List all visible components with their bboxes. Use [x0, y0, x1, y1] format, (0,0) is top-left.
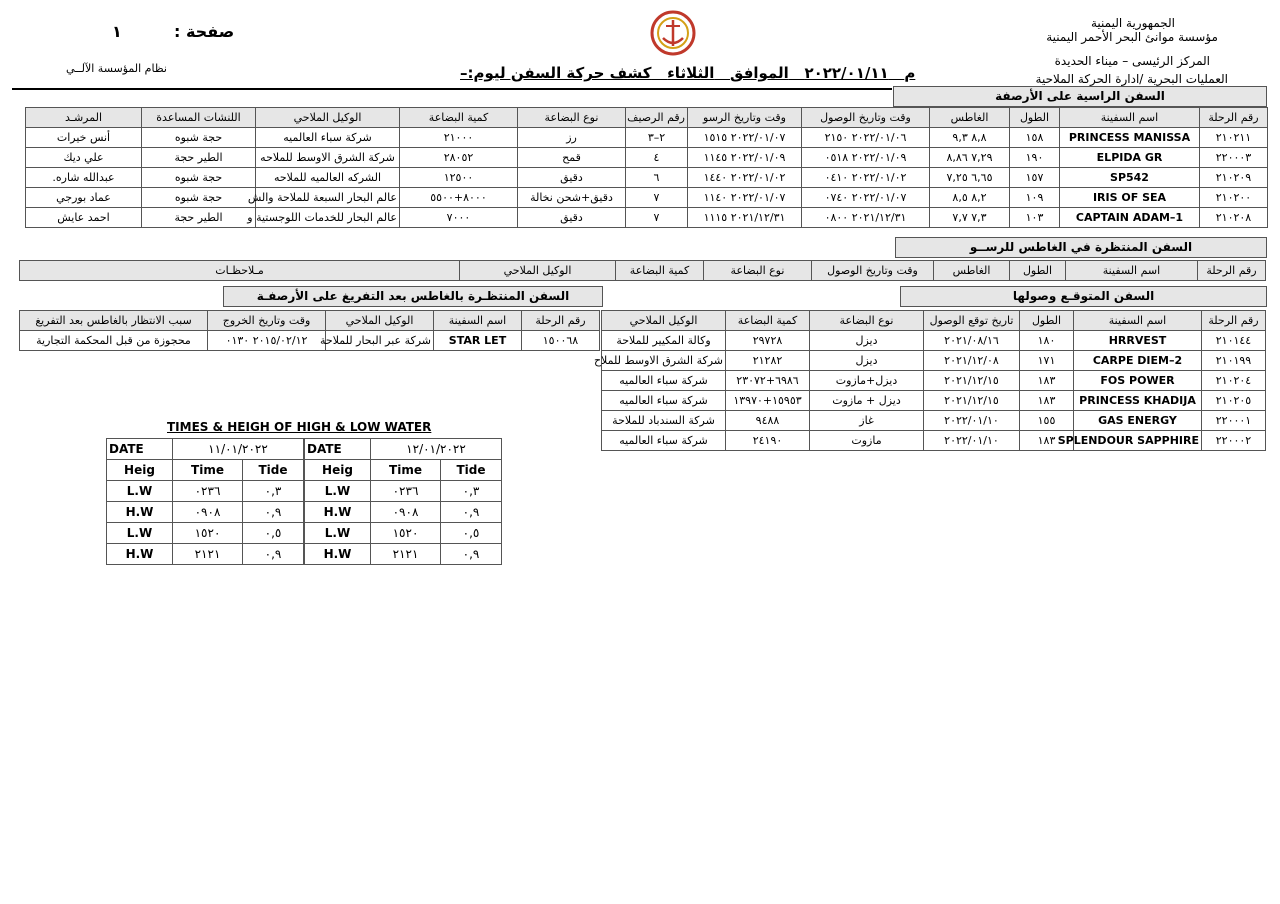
- table-cell: ١٨٣: [1020, 431, 1074, 451]
- header-department: العمليات البحرية /ادارة الحركة الملاحية: [1035, 72, 1228, 86]
- tide-header-row: [305, 460, 502, 481]
- table-cell: ٨,٨ ٩,٣: [930, 128, 1010, 148]
- title-suffix: م: [904, 64, 916, 82]
- column-header: الطول: [1010, 108, 1060, 128]
- expected-section-title: السفن المتوقـع وصولها: [900, 286, 1267, 307]
- table-cell: مازوت: [810, 431, 924, 451]
- table-cell: ٦٩٨٦+٢٣٠٧٢: [726, 371, 810, 391]
- column-header: رقم الرحلة: [522, 311, 600, 331]
- tide-cell: ٠,٣: [243, 481, 304, 502]
- table-cell: شركة السندباد للملاحة: [602, 411, 726, 431]
- tide-cell: L.W: [305, 481, 371, 502]
- column-header: الغاطس: [930, 108, 1010, 128]
- table-cell: ٢٠٢٢/٠١/٠٩ ١١٤٥: [688, 148, 802, 168]
- table-cell: ٢١٠٢٠٨: [1200, 208, 1268, 228]
- ship-name-cell: PRINCESS KHADIJA: [1074, 391, 1202, 411]
- table-cell: شركة سباء العالميه: [256, 128, 400, 148]
- column-header: كمية البضاعة: [726, 311, 810, 331]
- table-cell: ٢٨٠٥٢: [400, 148, 518, 168]
- table-cell: قمح: [518, 148, 626, 168]
- column-header: الوكيل الملاحي: [602, 311, 726, 331]
- table-cell: حجة شبوه: [142, 168, 256, 188]
- table-cell: ٢٠٢٢/٠١/٠٧ ١١٤٠: [688, 188, 802, 208]
- table-row: [107, 544, 304, 565]
- table-cell: الطير حجة: [142, 208, 256, 228]
- table-cell: شركة سباء العالميه: [602, 391, 726, 411]
- column-header: سبب الانتظار بالغاطس بعد التفريغ: [20, 311, 208, 331]
- table-cell: دقيق: [518, 208, 626, 228]
- ship-name-cell: IRIS OF SEA: [1060, 188, 1200, 208]
- table-cell: حجة شبوه: [142, 128, 256, 148]
- ship-name-cell: GAS ENERGY: [1074, 411, 1202, 431]
- table-cell: دقيق+شحن نخالة: [518, 188, 626, 208]
- tide-cell: H.W: [107, 544, 173, 565]
- column-header: اسم السفينة: [1060, 108, 1200, 128]
- berthed-header-row: [26, 108, 1268, 128]
- tide-cell: ٠,٥: [243, 523, 304, 544]
- table-cell: ٢٢٠٠٠١: [1202, 411, 1266, 431]
- tide-cell: ٠,٩: [243, 544, 304, 565]
- table-row: [602, 411, 1266, 431]
- table-cell: حجة شبوه: [142, 188, 256, 208]
- table-row: [602, 431, 1266, 451]
- column-header: رقم الرصيف: [626, 108, 688, 128]
- table-row: [26, 148, 1268, 168]
- column-header: رقم الرحلة: [1200, 108, 1268, 128]
- column-header: الوكيل الملاحي: [460, 261, 616, 281]
- table-cell: شركة سباء العالميه: [602, 431, 726, 451]
- table-row: [602, 391, 1266, 411]
- table-cell: ٢٠٢٢/٠١/٠٧ ٠٧٤٠: [802, 188, 930, 208]
- table-row: [305, 523, 502, 544]
- header-corporation: مؤسسة موانئ البحر الأحمر اليمنية: [1046, 30, 1218, 44]
- table-cell: وكالة المكيير للملاحة: [602, 331, 726, 351]
- tide-cell: ٢١٢١: [173, 544, 243, 565]
- table-cell: محجوزة من قبل المحكمة التجارية: [20, 331, 208, 351]
- tide-cell: ٠,٩: [243, 502, 304, 523]
- table-row: [602, 371, 1266, 391]
- table-cell: ٢٠٢٢/٠١/٠٧ ١٥١٥: [688, 128, 802, 148]
- column-header: وقت وتاريخ الوصول: [812, 261, 934, 281]
- title-corr: الموافق: [730, 64, 789, 82]
- table-cell: ٢١٠٢٠٥: [1202, 391, 1266, 411]
- column-header: نوع البضاعة: [518, 108, 626, 128]
- waiting-header-row: [20, 311, 600, 331]
- ship-name-cell: CAPTAIN ADAM–1: [1060, 208, 1200, 228]
- table-cell: عالم البحار للخدمات اللوجستية و: [256, 208, 400, 228]
- table-cell: ٢٠٢٢/٠١/٠٢ ١٤٤٠: [688, 168, 802, 188]
- column-header: كمية البضاعة: [616, 261, 704, 281]
- table-cell: ١٥٥: [1020, 411, 1074, 431]
- table-cell: ٧,٣ ٧,٧: [930, 208, 1010, 228]
- table-cell: أنس خيرات: [26, 128, 142, 148]
- table-cell: احمد عايش: [26, 208, 142, 228]
- table-cell: ١٥٩٥٣+١٣٩٧٠: [726, 391, 810, 411]
- table-cell: ٢٠٢١/١٢/٣١ ١١١٥: [688, 208, 802, 228]
- table-cell: ١٨٠: [1020, 331, 1074, 351]
- table-cell: ١٠٩: [1010, 188, 1060, 208]
- table-cell: ٢٠٢١/١٢/٠٨: [924, 351, 1020, 371]
- column-header: Tide: [243, 460, 304, 481]
- title-day: الثلاثاء: [667, 64, 715, 82]
- table-cell: ٢٠٢٢/٠١/١٠: [924, 431, 1020, 451]
- column-header: الغاطس: [934, 261, 1010, 281]
- table-cell: ١٥٨: [1010, 128, 1060, 148]
- column-header: رقم الرحلة: [1202, 311, 1266, 331]
- tide-cell: ٠٩٠٨: [173, 502, 243, 523]
- expected-table: [593, 310, 1266, 451]
- column-header: الطول: [1010, 261, 1066, 281]
- title-date: ٢٠٢٢/٠١/١١: [804, 64, 889, 82]
- anchorage-table: [19, 260, 1266, 281]
- tide-cell: ٠٩٠٨: [371, 502, 441, 523]
- table-cell: ٢١٠١٩٩: [1202, 351, 1266, 371]
- table-cell: ٢٤١٩٠: [726, 431, 810, 451]
- table-cell: دقيق: [518, 168, 626, 188]
- table-cell: ٢٠٢١/٠٨/١٦: [924, 331, 1020, 351]
- table-row: [107, 502, 304, 523]
- waiting-section-title: السفن المنتظـرة بالغاطس بعد التفريغ على الأرصفـة: [223, 286, 603, 307]
- table-cell: ٢٠١٥/٠٢/١٢ ٠١٣٠: [208, 331, 326, 351]
- table-row: [26, 188, 1268, 208]
- table-cell: ٢–٣: [626, 128, 688, 148]
- table-cell: ١٢٥٠٠: [400, 168, 518, 188]
- table-cell: عبدالله شاره.: [26, 168, 142, 188]
- tide-cell: L.W: [107, 481, 173, 502]
- table-cell: ديزل: [810, 331, 924, 351]
- table-cell: شركة سباء العالميه: [602, 371, 726, 391]
- tide-cell: ٠٢٣٦: [371, 481, 441, 502]
- system-label: نظام المؤسسة الآلــي: [66, 62, 167, 75]
- page-title: [460, 64, 915, 82]
- tide-cell: ٢١٢١: [371, 544, 441, 565]
- tide-cell: ٠,٩: [441, 544, 502, 565]
- column-header: اسم السفينة: [434, 311, 522, 331]
- table-cell: ٢١٠٢٠٠: [1200, 188, 1268, 208]
- tide-date-label: DATE: [305, 439, 371, 460]
- column-header: الطول: [1020, 311, 1074, 331]
- table-cell: ٨٠٠٠+٥٥٠٠: [400, 188, 518, 208]
- table-cell: ٢٠٢٢/٠١/٠٩ ٠٥١٨: [802, 148, 930, 168]
- table-row: [602, 331, 1266, 351]
- tide-cell: ٠٢٣٦: [173, 481, 243, 502]
- table-cell: ٢١٠٠٠: [400, 128, 518, 148]
- berthed-table: [25, 107, 1268, 228]
- tide-date-value: ١٢/٠١/٢٠٢٢: [371, 439, 502, 460]
- column-header: اسم السفينة: [1074, 311, 1202, 331]
- table-cell: شركة الشرق الاوسط للملاح: [602, 351, 726, 371]
- table-cell: ٢١٠١٤٤: [1202, 331, 1266, 351]
- table-cell: ٢٢٠٠٠٢: [1202, 431, 1266, 451]
- table-cell: ٢٠٢١/١٢/١٥: [924, 391, 1020, 411]
- table-cell: ١٩٠: [1010, 148, 1060, 168]
- tide-cell: ٠,٣: [441, 481, 502, 502]
- title-main: كشف حركة السفن ليوم:–: [460, 64, 652, 82]
- table-cell: ١٨٣: [1020, 371, 1074, 391]
- table-cell: شركة الشرق الاوسط للملاحه: [256, 148, 400, 168]
- tide-table-1: [106, 438, 304, 565]
- column-header: اسم السفينة: [1066, 261, 1198, 281]
- page-number: ١: [112, 22, 122, 41]
- table-cell: ٢٩٧٢٨: [726, 331, 810, 351]
- column-header: وقت وتاريخ الرسو: [688, 108, 802, 128]
- ship-name-cell: CARPE DIEM–2: [1074, 351, 1202, 371]
- table-row: [26, 208, 1268, 228]
- table-cell: ٢٠٢٢/٠١/٠٦ ٢١٥٠: [802, 128, 930, 148]
- table-row: [602, 351, 1266, 371]
- column-header: نوع البضاعة: [810, 311, 924, 331]
- tide-date-label: DATE: [107, 439, 173, 460]
- table-cell: ديزل + مازوت: [810, 391, 924, 411]
- table-cell: ٦,٦٥ ٧,٢٥: [930, 168, 1010, 188]
- column-header: Time: [173, 460, 243, 481]
- column-header: الوكيل الملاحي: [326, 311, 434, 331]
- table-cell: ٧,٢٩ ٨,٨٦: [930, 148, 1010, 168]
- table-row: [107, 523, 304, 544]
- page-label: صفحة :: [174, 22, 235, 41]
- table-row: [305, 544, 502, 565]
- waiting-table: [19, 310, 600, 351]
- header-center: المركز الرئيسى – ميناء الحديدة: [1054, 54, 1210, 68]
- tide-cell: ١٥٢٠: [173, 523, 243, 544]
- table-cell: شركة عبر البحار للملاحة: [326, 331, 434, 351]
- tide-date-value: ١١/٠١/٢٠٢٢: [173, 439, 304, 460]
- table-row: [305, 481, 502, 502]
- table-cell: ٢٢٠٠٠٣: [1200, 148, 1268, 168]
- table-cell: غاز: [810, 411, 924, 431]
- table-cell: ١٧١: [1020, 351, 1074, 371]
- ship-name-cell: STAR LET: [434, 331, 522, 351]
- ship-name-cell: SPLENDOUR SAPPHIRE: [1074, 431, 1202, 451]
- table-cell: ٢١٠٢٠٩: [1200, 168, 1268, 188]
- table-cell: ٦: [626, 168, 688, 188]
- table-cell: الشركه العالميه للملاحه: [256, 168, 400, 188]
- anchorage-section-title: السفن المنتظرة في الغاطس للرســو: [895, 237, 1267, 258]
- berthed-section-title: السفن الراسية على الأرصفة: [893, 86, 1267, 107]
- column-header: اللنشات المساعدة: [142, 108, 256, 128]
- table-cell: ٧٠٠٠: [400, 208, 518, 228]
- table-cell: علي ديك: [26, 148, 142, 168]
- table-cell: ٩٤٨٨: [726, 411, 810, 431]
- column-header: المرشـد: [26, 108, 142, 128]
- ship-name-cell: FOS POWER: [1074, 371, 1202, 391]
- column-header: Tide: [441, 460, 502, 481]
- column-header: وقت وتاريخ الخروج: [208, 311, 326, 331]
- table-cell: ٢٠٢٢/٠١/١٠: [924, 411, 1020, 431]
- table-cell: عماد بورجي: [26, 188, 142, 208]
- tide-table-2: [304, 438, 502, 565]
- table-cell: ١٥٧: [1010, 168, 1060, 188]
- table-cell: ٢٠٢٢/٠١/٠٢ ٠٤١٠: [802, 168, 930, 188]
- tide-header-row: [107, 460, 304, 481]
- ship-name-cell: SP542: [1060, 168, 1200, 188]
- table-cell: رز: [518, 128, 626, 148]
- table-cell: ٢٠٢١/١٢/٣١ ٠٨٠٠: [802, 208, 930, 228]
- table-cell: ١٠٣: [1010, 208, 1060, 228]
- tide-date-row: [305, 439, 502, 460]
- tides-title: TIMES & HEIGH OF HIGH & LOW WATER: [167, 420, 432, 434]
- tide-cell: L.W: [107, 523, 173, 544]
- table-cell: ١٨٣: [1020, 391, 1074, 411]
- table-row: [26, 168, 1268, 188]
- column-header: الوكيل الملاحي: [256, 108, 400, 128]
- table-cell: الطير حجة: [142, 148, 256, 168]
- table-cell: ٨,٢ ٨,٥: [930, 188, 1010, 208]
- table-cell: ديزل+مازوت: [810, 371, 924, 391]
- anchor-logo-icon: [650, 10, 696, 56]
- column-header: Time: [371, 460, 441, 481]
- tide-cell: H.W: [107, 502, 173, 523]
- tide-cell: L.W: [305, 523, 371, 544]
- tide-cell: ١٥٢٠: [371, 523, 441, 544]
- table-cell: ٢١٠٢٠٤: [1202, 371, 1266, 391]
- tide-cell: ٠,٩: [441, 502, 502, 523]
- column-header: مـلاحظـات: [20, 261, 460, 281]
- table-cell: ٢١٠٢١١: [1200, 128, 1268, 148]
- column-header: وقت وتاريخ الوصول: [802, 108, 930, 128]
- table-row: [107, 481, 304, 502]
- table-cell: ٢١٢٨٢: [726, 351, 810, 371]
- table-cell: عالم البحار السبعة للملاحة والش: [256, 188, 400, 208]
- tide-date-row: [107, 439, 304, 460]
- title-rule: [12, 88, 892, 90]
- ship-name-cell: ELPIDA GR: [1060, 148, 1200, 168]
- table-cell: ديزل: [810, 351, 924, 371]
- table-cell: ١٥٠٠٦٨: [522, 331, 600, 351]
- table-cell: ٢٠٢١/١٢/١٥: [924, 371, 1020, 391]
- table-cell: ٧: [626, 188, 688, 208]
- tide-cell: ٠,٥: [441, 523, 502, 544]
- column-header: كمية البضاعة: [400, 108, 518, 128]
- table-row: [26, 128, 1268, 148]
- tide-cell: H.W: [305, 502, 371, 523]
- expected-header-row: [602, 311, 1266, 331]
- column-header: Heig: [305, 460, 371, 481]
- header-country: الجمهورية اليمنية: [1090, 16, 1175, 30]
- column-header: تاريخ توقع الوصول: [924, 311, 1020, 331]
- table-cell: ٤: [626, 148, 688, 168]
- column-header: Heig: [107, 460, 173, 481]
- table-row: [20, 331, 600, 351]
- table-cell: ٧: [626, 208, 688, 228]
- tide-cell: H.W: [305, 544, 371, 565]
- table-row: [305, 502, 502, 523]
- anchorage-header-row: [20, 261, 1266, 281]
- ship-name-cell: HRRVEST: [1074, 331, 1202, 351]
- column-header: نوع البضاعة: [704, 261, 812, 281]
- column-header: رقم الرحلة: [1198, 261, 1266, 281]
- ship-name-cell: PRINCESS MANISSA: [1060, 128, 1200, 148]
